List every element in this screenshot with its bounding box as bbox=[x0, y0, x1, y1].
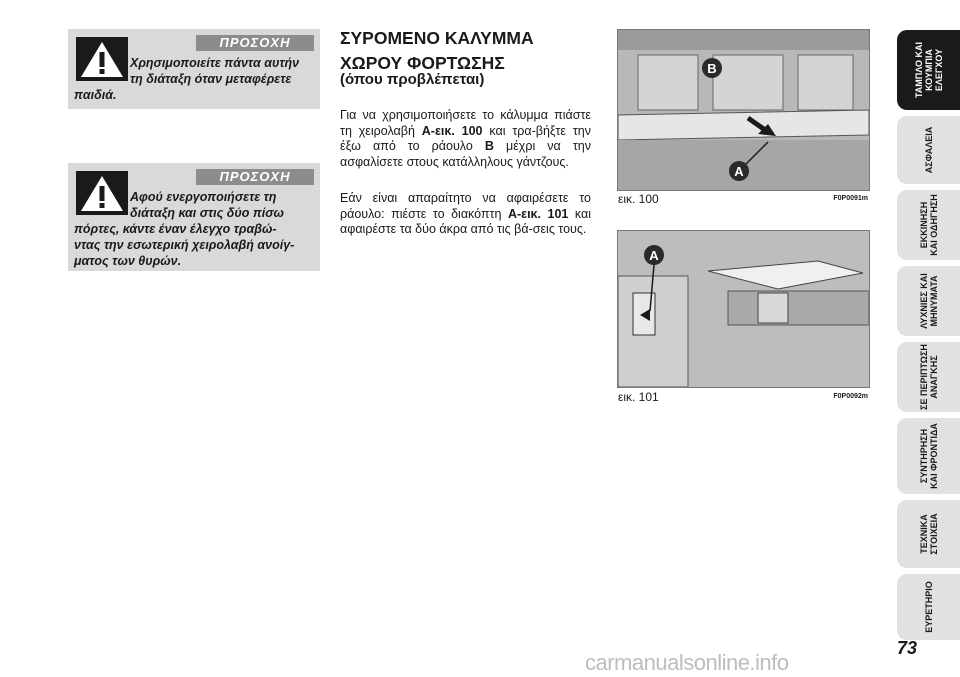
text-run: Για να χρησιμοποιήσετε το κάλυμμα πιάστε τη χειρολαβή bbox=[340, 108, 591, 138]
tab-label: ΤΕΧΝΙΚΑ ΣΤΟΙΧΕΙΑ bbox=[918, 513, 939, 555]
warning-box-1 bbox=[68, 29, 320, 109]
section-title-line: ΣΥΡΟΜΕΝΟ ΚΑΛΥΜΜΑ bbox=[340, 28, 534, 48]
section-title bbox=[340, 26, 600, 76]
cargo-cover-illustration bbox=[618, 30, 869, 190]
tab-emergency[interactable] bbox=[897, 342, 960, 412]
warning-line: Χρησιμοποιείτε πάντα αυτήν bbox=[130, 56, 300, 70]
tab-label: ΑΣΦΑΛΕΙΑ bbox=[923, 126, 934, 174]
figure-100-caption: εικ. 100 bbox=[618, 192, 659, 206]
warning-text bbox=[74, 189, 314, 269]
figure-reference: A-εικ. 100 bbox=[421, 123, 483, 138]
figure-100-code: F0P0091m bbox=[833, 195, 868, 202]
marker-b-label: B bbox=[707, 61, 717, 76]
warning-header: ΠΡΟΣΟΧΗ bbox=[196, 169, 314, 185]
warning-line: Αφού ενεργοποιήσετε τη bbox=[130, 190, 277, 204]
paragraph-1 bbox=[340, 108, 591, 170]
tab-technical-data[interactable] bbox=[897, 500, 960, 568]
tab-dashboard-controls[interactable] bbox=[897, 30, 960, 110]
tab-starting-driving[interactable] bbox=[897, 190, 960, 260]
warning-line: παιδιά. bbox=[74, 88, 117, 102]
watermark: carmanualsonline.info bbox=[585, 650, 789, 675]
figure-100-image bbox=[617, 29, 870, 191]
tab-maintenance-care[interactable] bbox=[897, 418, 960, 494]
figure-101-image bbox=[617, 230, 870, 388]
text-run: Εάν είναι απαραίτητο να αφαιρέσετε το ράουλο: πιέστε το διακόπτη bbox=[340, 191, 591, 221]
warning-line: διάταξη και στις δύο πίσω bbox=[130, 206, 284, 220]
text-run: μέχρι να την ασφαλίσετε στους κατάλληλους γάντζους. bbox=[340, 139, 591, 169]
warning-box-2 bbox=[68, 163, 320, 271]
tab-label: ΛΥΧΝΙΕΣ ΚΑΙ ΜΗΝΥΜΑΤΑ bbox=[918, 273, 939, 329]
section-title-line: ΧΩΡΟΥ ΦΟΡΤΩΣΗΣ bbox=[340, 53, 505, 73]
tab-label: ΕΥΡΕΤΗΡΙΟ bbox=[923, 581, 934, 633]
warning-header: ΠΡΟΣΟΧΗ bbox=[196, 35, 314, 51]
paragraph-2 bbox=[340, 191, 591, 238]
marker-a-label: A bbox=[649, 248, 659, 263]
roller-release-illustration bbox=[618, 231, 869, 387]
tab-index[interactable] bbox=[897, 574, 960, 640]
tab-label: ΕΚΚΙΝΗΣΗ ΚΑΙ ΟΔΗΓΗΣΗ bbox=[918, 194, 939, 256]
warning-line: τη διάταξη όταν μεταφέρετε bbox=[130, 72, 292, 86]
page-number: 73 bbox=[897, 638, 918, 658]
tab-label: ΣΕ ΠΕΡΙΠΤΩΣΗ ΑΝΑΓΚΗΣ bbox=[918, 344, 939, 410]
figure-101-code: F0P0092m bbox=[833, 393, 868, 400]
part-reference: B bbox=[484, 139, 494, 153]
tab-label: ΤΑΜΠΛΟ ΚΑΙ ΚΟΥΜΠΙΑ ΕΛΕΓΧΟΥ bbox=[913, 41, 944, 99]
warning-line: πόρτες, κάντε έναν έλεγχο τραβώ- bbox=[74, 222, 277, 236]
figure-reference: A-εικ. 101 bbox=[507, 206, 569, 221]
tab-label: ΣΥΝΤΗΡΗΣΗ ΚΑΙ ΦΡΟΝΤΙΔΑ bbox=[918, 423, 939, 489]
text-run: και αφαιρέστε τα δύο άκρα από τις βά-σεις τους. bbox=[340, 206, 591, 236]
text-run: και τρα-βήξτε την έξω από το ράουλο bbox=[340, 123, 591, 153]
warning-line: ματος των θυρών. bbox=[74, 254, 182, 268]
tab-safety[interactable] bbox=[897, 116, 960, 184]
warning-line: ντας την εσωτερική χειρολαβή ανοίγ- bbox=[74, 238, 295, 252]
warning-text bbox=[74, 55, 314, 103]
marker-a-label: A bbox=[734, 164, 744, 179]
figure-101-caption: εικ. 101 bbox=[618, 390, 659, 404]
section-subtitle: (όπου προβλέπεται) bbox=[340, 71, 485, 88]
tab-lights-messages[interactable] bbox=[897, 266, 960, 336]
